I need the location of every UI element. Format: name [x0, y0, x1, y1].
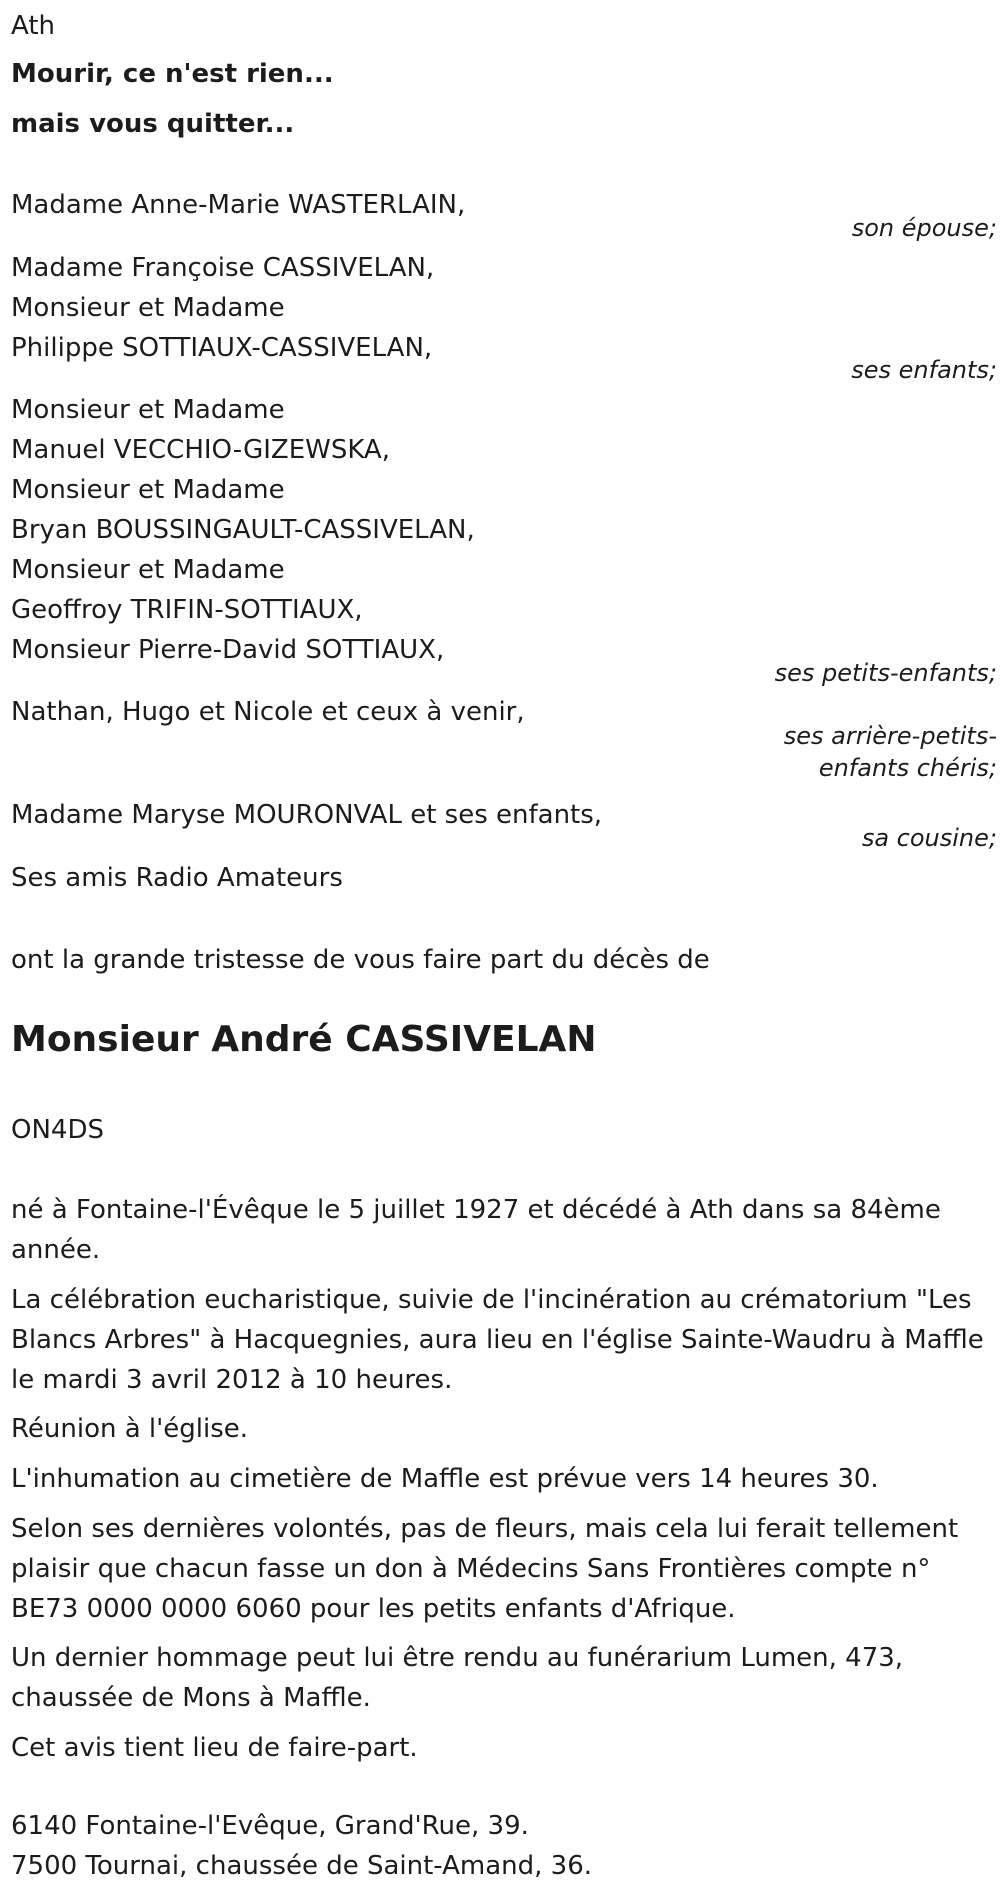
family-name-line: Philippe SOTTIAUX-CASSIVELAN,: [11, 333, 433, 363]
quote-line-1: Mourir, ce n'est rien...: [11, 59, 334, 89]
addresses: [11, 1806, 997, 1886]
role-line: ses arrière-petits-: [783, 722, 997, 750]
role-cousin: sa cousine;: [861, 824, 997, 852]
burial-paragraph: L'inhumation au cimetière de Maffle est prévue vers 14 heures 30.: [11, 1464, 879, 1494]
role-great-grandchildren: [784, 720, 997, 784]
wishes-paragraph: Selon ses dernières volontés, pas de fleurs, mais cela lui ferait tellement plaisir que chacun fasse un don à Médecins Sans Frontières compte n° BE73 0000 0000 6060 pour les petits enfants d'Afrique.: [11, 1514, 959, 1624]
notice-paragraph: Cet avis tient lieu de faire-part.: [11, 1733, 418, 1763]
family-name-line: Madame Maryse MOURONVAL et ses enfants,: [11, 800, 603, 830]
family-name-line: Monsieur et Madame: [11, 475, 285, 505]
role-grandchildren: ses petits-enfants;: [774, 659, 997, 687]
birth-death-paragraph: né à Fontaine-l'Évêque le 5 juillet 1927 et décédé à Ath dans sa 84ème année.: [11, 1195, 941, 1265]
family-name-line: Ses amis Radio Amateurs: [11, 863, 343, 893]
family-name-line: Madame Anne-Marie WASTERLAIN,: [11, 190, 466, 220]
family-group-friends: [11, 858, 997, 898]
family-name-line: Monsieur Pierre-David SOTTIAUX,: [11, 635, 445, 665]
ceremony-paragraph: La célébration eucharistique, suivie de l'incinération au crématorium "Les Blancs Arbres" à Hacquegnies, aura lieu en l'église Sainte-Waudru à Maffle le mardi 3 avril 2012 à 10 heures.: [11, 1285, 984, 1395]
homage-paragraph: Un dernier hommage peut lui être rendu au funérarium Lumen, 473, chaussée de Mons à Maffle.: [11, 1643, 904, 1713]
family-name-line: Monsieur et Madame: [11, 293, 285, 323]
address-line: 7500 Tournai, chaussée de Saint-Amand, 36.: [11, 1851, 593, 1881]
role-line: enfants chéris;: [818, 754, 997, 782]
family-group-cousin: [11, 795, 997, 835]
family-group-grandchildren: [11, 390, 997, 670]
family-group-children: [11, 248, 997, 368]
family-group-spouse: [11, 185, 997, 225]
role-spouse: son épouse;: [851, 214, 997, 242]
place-name: Ath: [11, 11, 56, 41]
family-name-line: Geoffroy TRIFIN-SOTTIAUX,: [11, 595, 363, 625]
family-name-line: Bryan BOUSSINGAULT-CASSIVELAN,: [11, 515, 475, 545]
family-name-line: Manuel VECCHIO-GIZEWSKA,: [11, 435, 390, 465]
family-name-line: Monsieur et Madame: [11, 555, 285, 585]
deceased-name: Monsieur André CASSIVELAN: [11, 1019, 597, 1060]
announcement-text: ont la grande tristesse de vous faire part du décès de: [11, 945, 710, 975]
family-name-line: Monsieur et Madame: [11, 395, 285, 425]
meeting-paragraph: Réunion à l'église.: [11, 1414, 249, 1444]
callsign: ON4DS: [11, 1115, 104, 1145]
family-name-line: Nathan, Hugo et Nicole et ceux à venir,: [11, 697, 525, 727]
role-children: ses enfants;: [851, 356, 997, 384]
family-name-line: Madame Françoise CASSIVELAN,: [11, 253, 435, 283]
quote-line-2: mais vous quitter...: [11, 109, 295, 139]
address-line: 6140 Fontaine-l'Evêque, Grand'Rue, 39.: [11, 1811, 529, 1841]
